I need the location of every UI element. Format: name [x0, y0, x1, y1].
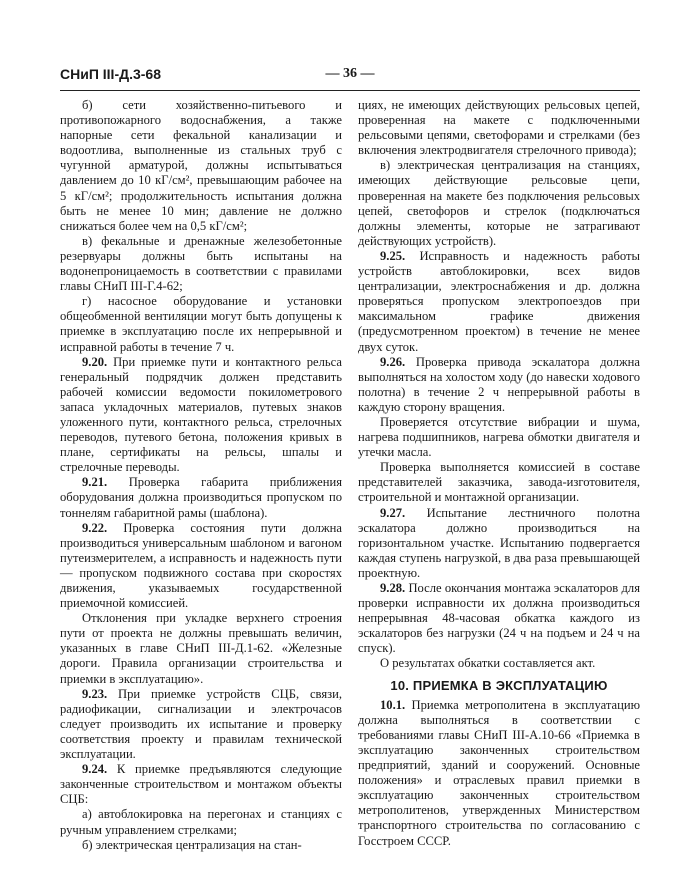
page-header	[60, 66, 640, 86]
paragraph: Проверяется отсутствие вибрации и шума, нагрева подшипников, нагрева обмотки двигателя и утечки масла.	[358, 414, 640, 460]
paragraph-9-20: 9.20. При приемке пути и контактного рельса генеральный подрядчик должен представить рабочей комиссии ведомости покилометрового запаса укладочных материалов, путевых знаков уложенного пути, контактного рельса, стрелочных переводов, путевого бетона, положения кривых в плане, сертификаты на рельсы, шпалы и стрелочные переводы.	[60, 354, 342, 475]
paragraph: О результатах обкатки составляется акт.	[380, 656, 596, 671]
paragraph: Проверка выполняется комиссией в составе представителей заказчика, завода-изготовителя, строительной и монтажной организации.	[358, 460, 640, 505]
paragraph-9-22: 9.22. Проверка состояния пути должна производиться универсальным шаблоном и вагоном путеизмерителем, а исправность и надежность пути — пропуском подвижного состава при скоростях движения, указываемых государственной приемочной комиссией.	[60, 520, 342, 611]
document-code: СНиП III-Д.3-68	[60, 66, 161, 82]
paragraph: а) автоблокировка на перегонах и станциях с ручным управлением стрелками;	[60, 807, 342, 837]
paragraph: Отклонения при укладке верхнего строения пути от проекта не должны превышать величин, указанных в главе СНиП III-Д.1-62. «Железные дороги. Правила организации строительства и приемки в эксплуатацию».	[60, 611, 342, 686]
paragraph-9-23: 9.23. При приемке устройств СЦБ, связи, радиофикации, сигнализации и электрочасов следует производить их испытание и проверку соответствия проекту и правилам технической эксплуатации.	[60, 686, 342, 762]
paragraph: в) электрическая централизация на станциях, имеющих действующие рельсовые цепи, проверенная на макете без подключения рельсовых цепей, светофоров и стрелок (подключаться должны элементы, которые не затрагивают действующих устройств).	[358, 158, 640, 248]
page-number: — 36 —	[325, 66, 375, 81]
paragraph-9-27: 9.27. Испытание лестничного полотна эскалатора должно производиться на горизонтальном участке. Испытанию подвергается каждая ступень нагрузкой, в два раза превышающей проектную.	[358, 505, 640, 580]
paragraph-9-25: 9.25. Исправность и надежность работы устройств автоблокировки, всех видов централизации, электроснабжения и др. должна проверяться пропуском электропоездов при максимальном графике движения (предусмотренном проектом) в течение не менее двух суток.	[358, 248, 641, 354]
paragraph: в) фекальные и дренажные железобетонные резервуары должны быть испытаны на водонепроницаемость в соответствии с правилами главы СНиП III-Г.4-62;	[60, 233, 342, 294]
paragraph-10-1: 10.1. Приемка метрополитена в эксплуатацию должна выполняться в соответствии с требованиями главы СНиП III-А.10-66 «Приемка в эксплуатацию законченных строительством предприятий, зданий и сооружений. Основные положения» и отраслевых правил приемки в эксплуатацию законченных строительством метрополитенов, утвержденных Министерством транспортного строительства по согласованию с Госстроем СССР.	[358, 697, 640, 848]
left-column	[60, 98, 342, 853]
paragraph-9-28: 9.28. После окончания монтажа эскалаторов для проверки исправности их должна производиться непрерывная 48-часовая обкатка каждого из эскалаторов без нагрузки (24 ч на подъем и 24 ч на спуск).	[358, 581, 640, 656]
paragraph: г) насосное оборудование и установки общеобменной вентиляции могут быть допущены к приемке в эксплуатацию после их непрерывной и исправной работы в течение 7 ч.	[60, 294, 342, 354]
paragraph: б) электрическая централизация на стан-	[82, 837, 302, 852]
paragraph-9-21: 9.21. Проверка габарита приближения оборудования должна производиться пропуском по тоннелям габаритной рамы (шаблона).	[60, 475, 343, 520]
paragraph: б) сети хозяйственно-питьевого и противопожарного водоснабжения, а также напорные сети фекальной канализации и водоотлива, выполненные из стальных труб с чугунной арматурой, должны испытываться давлением до 10 кГ/см², превышающим рабочее на 5 кГ/см²; продолжительность испытания должна быть не менее 10 мин; давление не должно снижаться более чем на 0,5 кГ/см²;	[60, 98, 342, 233]
paragraph-9-26: 9.26. Проверка привода эскалатора должна выполняться на холостом ходу (до навески ходового полотна) в течение 2 ч непрерывной работы в каждую сторону вращения.	[358, 354, 640, 414]
header-rule	[60, 90, 640, 91]
section-heading: 10. ПРИЕМКА В ЭКСПЛУАТАЦИЮ	[390, 677, 608, 693]
paragraph: циях, не имеющих действующих рельсовых цепей, проверенная на макете с подключенными рельсовыми цепями, светофорами и стрелками (без включения электродвигателя стрелочного привода);	[358, 98, 640, 158]
right-column	[358, 98, 640, 849]
paragraph-9-24: 9.24. К приемке предъявляются следующие законченные строительством и монтажом объекты СЦБ:	[60, 762, 342, 807]
